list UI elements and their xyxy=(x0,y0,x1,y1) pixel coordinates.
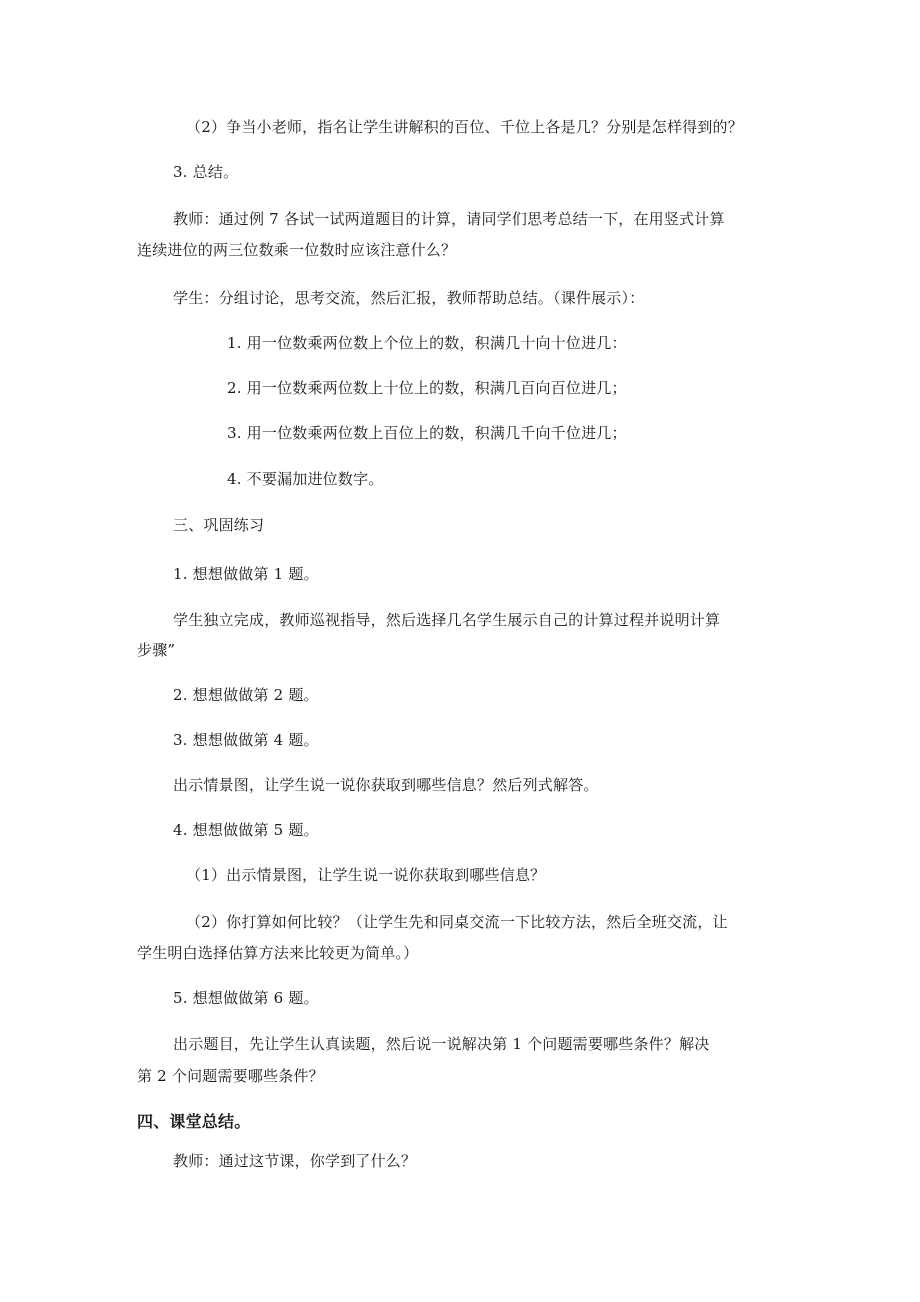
text-line-23: 第 2 个问题需要哪些条件？ xyxy=(137,1067,324,1085)
text-line-21: 5. 想想做做第 6 题。 xyxy=(173,989,319,1007)
text-line-5: 学生：分组讨论，思考交流，然后汇报，教师帮助总结。（课件展示）： xyxy=(173,289,645,307)
text-line-8: 3. 用一位数乘两位数上百位上的数，积满几千向千位进几； xyxy=(227,424,627,442)
text-line-9: 4. 不要漏加进位数字。 xyxy=(227,470,384,488)
text-line-13: 步骤” xyxy=(137,641,176,659)
section-heading: 四、课堂总结。 xyxy=(137,1112,251,1131)
text-line-19: （2）你打算如何比较？（让学生先和同桌交流一下比较方法，然后全班交流，让 xyxy=(186,913,728,931)
text-line-7: 2. 用一位数乘两位数上十位上的数，积满几百向百位进几； xyxy=(227,379,627,397)
text-line-22: 出示题目，先让学生认真读题，然后说一说解决第 1 个问题需要哪些条件？解决 xyxy=(173,1035,710,1053)
text-line-10: 三、巩固练习 xyxy=(173,516,265,534)
text-line-16: 出示情景图，让学生说一说你获取到哪些信息？然后列式解答。 xyxy=(173,776,599,794)
text-line-17: 4. 想想做做第 5 题。 xyxy=(173,821,319,839)
text-line-15: 3. 想想做做第 4 题。 xyxy=(173,731,319,749)
text-line-24: 教师：通过这节课，你学到了什么？ xyxy=(173,1152,417,1170)
text-line-12: 学生独立完成，教师巡视指导，然后选择几名学生展示自己的计算过程并说明计算 xyxy=(173,611,721,629)
text-line-18: （1）出示情景图，让学生说一说你获取到哪些信息？ xyxy=(186,866,546,884)
text-line-2: 3. 总结。 xyxy=(173,163,239,181)
text-line-4: 连续进位的两三位数乘一位数时应该注意什么？ xyxy=(137,241,457,259)
text-line-3: 教师：通过例 7 各试一试两道题目的计算，请同学们思考总结一下，在用竖式计算 xyxy=(173,210,725,228)
text-line-6: 1. 用一位数乘两位数上个位上的数，积满几十向十位进几： xyxy=(227,334,627,352)
text-line-11: 1. 想想做做第 1 题。 xyxy=(173,565,319,583)
text-line-1: （2）争当小老师，指名让学生讲解积的百位、千位上各是几？分别是怎样得到的？ xyxy=(186,118,743,136)
text-line-20: 学生明白选择估算方法来比较更为简单。） xyxy=(137,944,419,962)
text-line-14: 2. 想想做做第 2 题。 xyxy=(173,686,319,704)
